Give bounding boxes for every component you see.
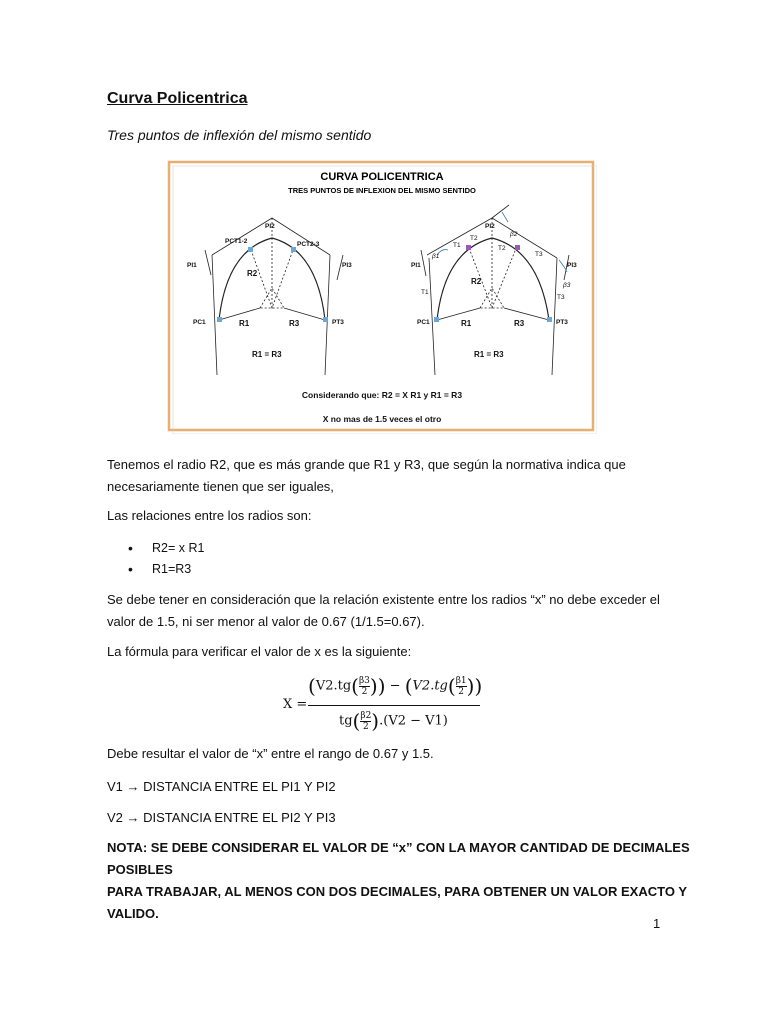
formula-minus: − bbox=[389, 678, 401, 694]
paragraph-radius-line2: necesariamente tienen que ser iguales, bbox=[107, 479, 334, 494]
formula-denominator: tg( $\frac{\beta 2}{2}$ ).(V2 − V1) bbox=[339, 709, 448, 733]
x-formula bbox=[283, 672, 493, 742]
relations-list bbox=[128, 538, 204, 580]
relations-intro: Las relaciones entre los radios son: bbox=[107, 508, 312, 523]
left-eq: R1 = R3 bbox=[252, 350, 282, 359]
policentric-curve-figure bbox=[167, 160, 597, 434]
right-label-t2a: T2 bbox=[470, 235, 478, 242]
formula-v2tg: V2.tg bbox=[315, 678, 352, 694]
v1-definition: V1 → DISTANCIA ENTRE EL PI1 Y PI2 bbox=[107, 779, 336, 794]
right-label-t1a: T1 bbox=[453, 242, 461, 249]
figure-header: CURVA POLICENTRICA bbox=[320, 171, 444, 183]
left-label-r3: R3 bbox=[289, 319, 300, 328]
paragraph-range-line1: Se debe tener en consideración que la relación existente entre los radios “x” no debe exceder el bbox=[107, 592, 660, 607]
left-label-pi2: PI2 bbox=[265, 223, 275, 230]
right-label-pi1: PI1 bbox=[411, 262, 421, 269]
fraction-bar bbox=[308, 705, 480, 706]
figure-considering: Considerando que: R2 = X R1 y R1 = R3 bbox=[301, 390, 463, 400]
note-line1: NOTA: SE DEBE CONSIDERAR EL VALOR DE “x” CON LA MAYOR CANTIDAD DE DECIMALES POSIBLES bbox=[107, 840, 690, 877]
paragraph-radius-line1: Tenemos el radio R2, que es más grande que R1 y R3, que según la normativa indica que bbox=[107, 457, 626, 472]
left-label-r1: R1 bbox=[239, 319, 250, 328]
figure-subheader: TRES PUNTOS DE INFLEXION DEL MISMO SENTIDO bbox=[288, 186, 476, 195]
figure-note: X no mas de 1.5 veces el otro bbox=[322, 414, 442, 424]
formula-lhs: X = bbox=[283, 697, 308, 712]
note-paragraph bbox=[107, 837, 707, 925]
left-label-pct12: PCT1-2 bbox=[225, 238, 248, 245]
left-label-pi3: PI3 bbox=[342, 262, 352, 269]
page-number: 1 bbox=[653, 916, 661, 931]
right-label-beta2: β2 bbox=[510, 231, 518, 238]
formula-intro: La fórmula para verificar el valor de x es la siguiente: bbox=[107, 644, 412, 659]
left-label-pt3: PT3 bbox=[332, 319, 344, 326]
note-line2: PARA TRABAJAR, AL MENOS CON DOS DECIMALES, PARA OBTENER UN VALOR EXACTO Y VALIDO. bbox=[107, 884, 687, 921]
formula-numerator: (V2.tg( $\frac{\beta 3}{2}$ )) − (V2.tg( $\frac{\beta 1}{2}$ )) bbox=[308, 674, 483, 698]
formula-v2tg-italic: V2.tg bbox=[412, 678, 448, 694]
left-label-pct23: PCT2-3 bbox=[297, 241, 320, 248]
left-label-pc1: PC1 bbox=[193, 319, 206, 326]
right-label-beta1: β1 bbox=[432, 253, 440, 260]
right-label-pc1: PC1 bbox=[417, 319, 430, 326]
range-text: Debe resultar el valor de “x” entre el rango de 0.67 y 1.5. bbox=[107, 746, 434, 761]
left-label-pi1: PI1 bbox=[187, 262, 197, 269]
right-label-t2b: T2 bbox=[498, 245, 506, 252]
paragraph-range bbox=[107, 589, 667, 633]
right-label-pi3: PI3 bbox=[567, 262, 577, 269]
right-label-r2: R2 bbox=[471, 277, 482, 286]
page-title: Curva Policentrica bbox=[107, 90, 248, 107]
formula-tg: tg bbox=[339, 713, 353, 729]
right-label-pi2: PI2 bbox=[485, 223, 495, 230]
right-eq: R1 = R3 bbox=[474, 350, 504, 359]
right-label-r1: R1 bbox=[461, 319, 472, 328]
right-label-t3a: T3 bbox=[535, 251, 543, 258]
right-label-t1b: T1 bbox=[421, 289, 429, 296]
paragraph-radius bbox=[107, 454, 667, 498]
right-label-pt3: PT3 bbox=[556, 319, 568, 326]
left-label-r2: R2 bbox=[247, 269, 258, 278]
list-item: • R1=R3 bbox=[128, 559, 204, 580]
fraction-b2: $\frac{\beta 2}{2}$ bbox=[360, 710, 372, 732]
list-item: • R2= x R1 bbox=[128, 538, 204, 559]
page-subtitle: Tres puntos de inflexión del mismo sentido bbox=[107, 127, 372, 143]
v2-definition: V2 → DISTANCIA ENTRE EL PI2 Y PI3 bbox=[107, 810, 336, 825]
fraction-b1: $\frac{\beta 1}{2}$ bbox=[455, 675, 467, 697]
right-label-r3: R3 bbox=[514, 319, 525, 328]
formula-den-rest: .(V2 − V1) bbox=[379, 713, 448, 729]
fraction-b3: $\frac{\beta 3}{2}$ bbox=[358, 675, 370, 697]
right-label-t3b: T3 bbox=[557, 294, 565, 301]
paragraph-range-line2: valor de 1.5, ni ser menor al valor de 0.67 (1/1.5=0.67). bbox=[107, 614, 425, 629]
right-label-beta3: β3 bbox=[563, 282, 571, 289]
